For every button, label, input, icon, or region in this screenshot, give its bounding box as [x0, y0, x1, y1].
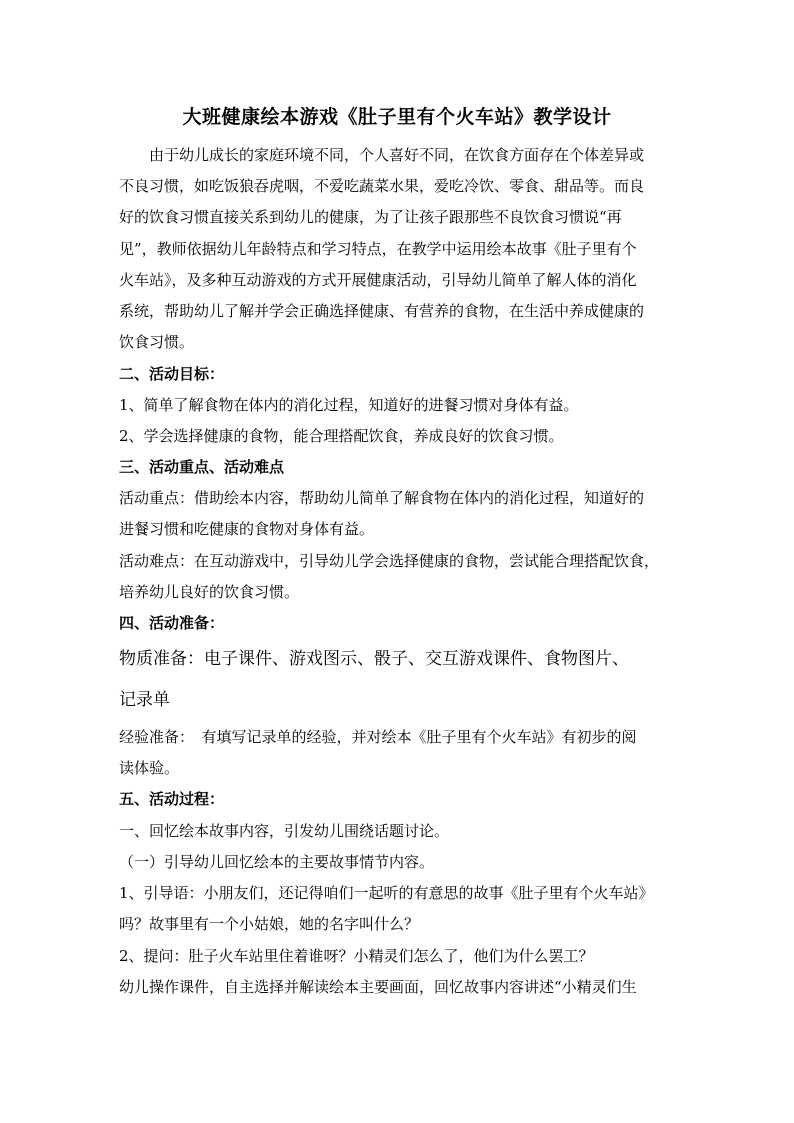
intro-paragraph-line-5: 火车站》，及多种互动游戏的方式开展健康活动，引导幼儿简单了解人体的消化	[119, 271, 637, 289]
intro-paragraph-line-2: 不良习惯，如吃饭狼吞虎咽，不爱吃蔬菜水果，爱吃冷饮、零食、甜品等。而良	[119, 177, 645, 195]
process-substep-1: （一）引导幼儿回忆绘本的主要故事情节内容。	[119, 853, 435, 871]
key-point-line-2: 进餐习惯和吃健康的食物对身体有益。	[119, 520, 375, 538]
material-preparation-line-1: 物质准备：电子课件、游戏图示、骰子、交互游戏课件、食物图片、	[119, 649, 629, 669]
intro-paragraph-line-6: 系统，帮助幼儿了解并学会正确选择健康、有营养的食物，在生活中养成健康的	[119, 302, 645, 320]
process-item-2: 2、提问：肚子火车站里住着谁呀？小精灵们怎么了，他们为什么罢工？	[119, 947, 594, 965]
intro-paragraph-line-7: 饮食习惯。	[119, 333, 195, 351]
goal-item-1: 1、简单了解食物在体内的消化过程，知道好的进餐习惯对身体有益。	[119, 396, 579, 414]
process-item-3: 幼儿操作课件，自主选择并解读绘本主要画面，回忆故事内容讲述“小精灵们生	[119, 978, 637, 996]
key-point-line-1: 活动重点：借助绘本内容，帮助幼儿简单了解食物在体内的消化过程，知道好的	[119, 489, 645, 507]
intro-paragraph-line-4: 见”，教师依据幼儿年龄特点和学习特点，在教学中运用绘本故事《肚子里有个	[119, 240, 637, 258]
process-item-1-line-1: 1、引导语：小朋友们，还记得咱们一起听的有意思的故事《肚子里有个火车站》	[119, 884, 654, 902]
section-heading-key-points: 三、活动重点、活动难点	[119, 458, 285, 476]
intro-paragraph-line-3: 好的饮食习惯直接关系到幼儿的健康，为了让孩子跟那些不良饮食习惯说“再	[119, 208, 622, 226]
material-preparation-line-2: 记录单	[119, 690, 170, 710]
difficulty-line-2: 培养幼儿良好的饮食习惯。	[119, 583, 300, 601]
difficulty-line-1: 活动难点：在互动游戏中，引导幼儿学会选择健康的食物，尝试能合理搭配饮食，	[119, 552, 660, 570]
section-heading-process: 五、活动过程：	[119, 790, 225, 808]
document-title: 大班健康绘本游戏《肚子里有个火车站》教学设计	[182, 106, 612, 128]
experience-preparation-line-2: 读体验。	[119, 759, 180, 777]
process-item-1-line-2: 吗？故事里有一个小姑娘，她的名字叫什么？	[119, 915, 420, 933]
goal-item-2: 2、学会选择健康的食物，能合理搭配饮食，养成良好的饮食习惯。	[119, 427, 564, 445]
experience-preparation-line-1: 经验准备： 有填写记录单的经验，并对绘本《肚子里有个火车站》有初步的阅	[119, 728, 637, 746]
section-heading-goals: 二、活动目标：	[119, 365, 225, 383]
intro-paragraph-line-1: 由于幼儿成长的家庭环境不同，个人喜好不同，在饮食方面存在个体差异或	[149, 146, 645, 164]
process-step-1: 一、回忆绘本故事内容，引发幼儿围绕话题讨论。	[119, 822, 450, 840]
section-heading-preparation: 四、活动准备：	[119, 614, 225, 632]
